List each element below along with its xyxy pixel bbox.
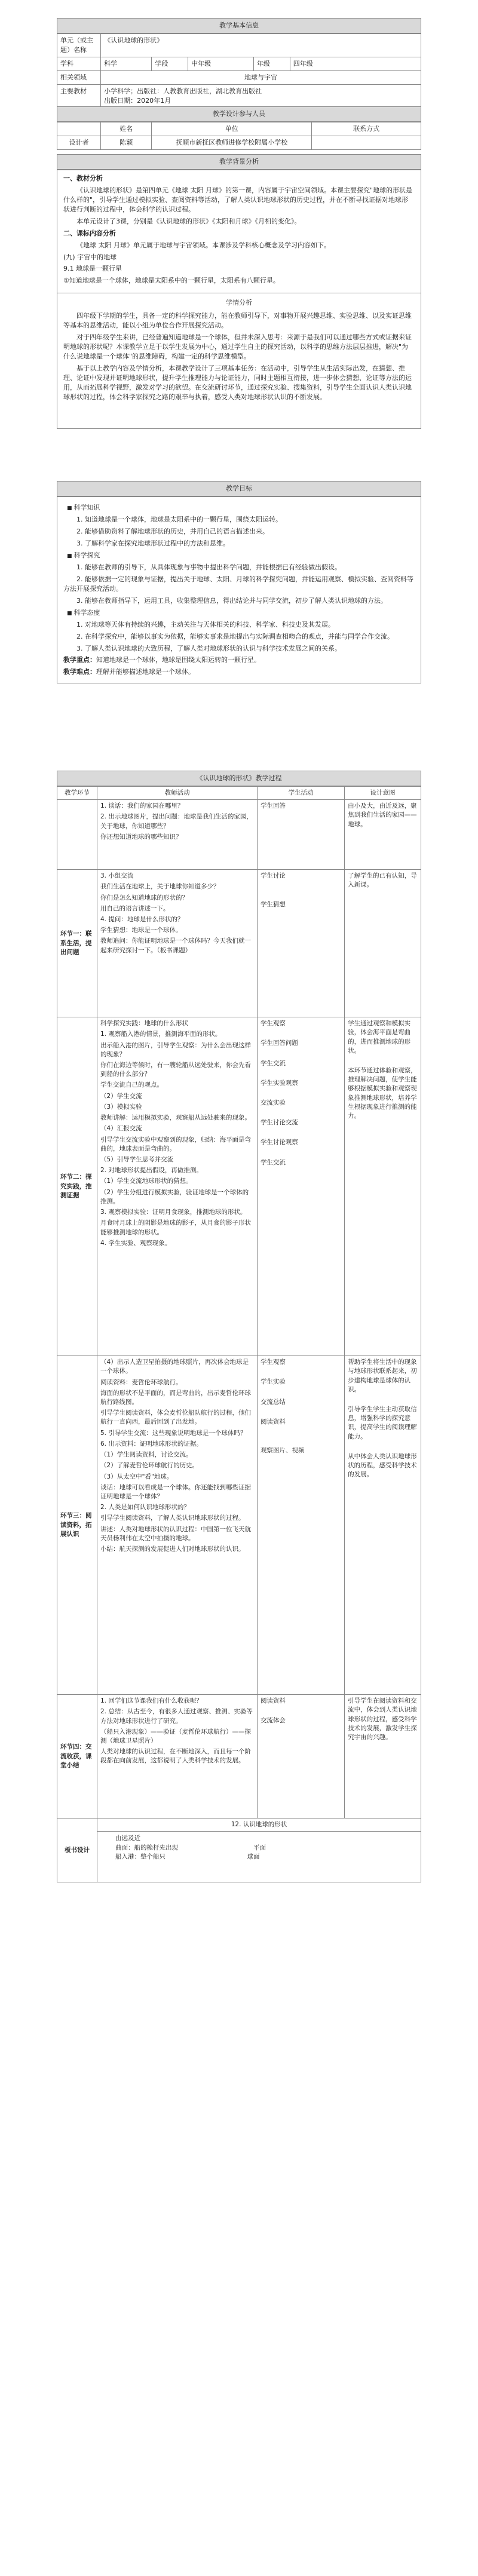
process-teacher-cell (97, 1017, 257, 1356)
process-teacher-line: 引导学生交流实验中观察到的现象，归纳：海平面是弯曲的，地球表面是弯曲的。 (100, 1136, 251, 1152)
process-teacher-line: 引导学生阅读资料，了解人类认识地球形状的过程。 (100, 1514, 245, 1522)
process-student-line (261, 1428, 341, 1436)
process-student-line (261, 1090, 341, 1097)
process-intent-line: 本环节通过体验和观察，推理解决问题，使学生能够根据模拟实验和观察现象推测地球形状，培养学生根据现象进行推测的能力。 (348, 1067, 417, 1120)
key-point (63, 655, 415, 665)
process-student-line: 交流实验 (260, 1099, 286, 1107)
section-label: 学段 (152, 57, 188, 70)
process-teacher-line: （2）学生交流 (100, 1092, 142, 1100)
process-teacher-line: 你们是怎么知道地球的形状的？ (100, 894, 188, 901)
process-student-line: 学生猜想 (260, 901, 286, 909)
process-student-line (261, 1050, 341, 1057)
process-intent-line: 由小及大，由近及远，聚焦到我们生活的家园——地球。 (348, 802, 417, 828)
board-body (97, 1832, 421, 1882)
material-line-1: 小学科学；出版社：人教教育出版社，湖北教育出版社 (104, 87, 262, 95)
process-student-line: 学生观察 (260, 1358, 286, 1366)
process-teacher-cell (97, 1695, 257, 1818)
goal-inquiry-1: 1. 能够在教师的引导下，从具体现象与事物中提出科学问题，并能根据已有经验做出假设。 (76, 563, 341, 571)
process-student-line (261, 1389, 341, 1396)
goal-knowledge-3: 3. 了解科学家在探究地球形状过程中的方法和思维。 (76, 539, 229, 547)
process-student-line: 观察图片、视频 (260, 1447, 305, 1455)
process-student-cell (257, 1017, 344, 1356)
design-title: 教学设计参与人员 (57, 106, 421, 122)
process-student-line: 交流体会 (260, 1717, 286, 1725)
process-intent-cell (345, 1017, 421, 1356)
process-teacher-line: （2）学生分组进行模拟实验，验证地球是一个球体的推测。 (100, 1188, 249, 1205)
grade-label: 年级 (253, 57, 290, 70)
board-line-1: 由远及近 (115, 1835, 140, 1842)
process-teacher-line: （4）出示人造卫星拍摄的地球照片，再次体会地球是一个球体。 (100, 1358, 249, 1375)
goal-knowledge-1: 1. 知道地球是一个球体，地球是太阳系中的一颗行星，围绕太阳运转。 (76, 515, 282, 523)
process-teacher-line: 2. 对地球形状提出假设，再做推测。 (100, 1167, 203, 1174)
process-student-line: 学生回答 (260, 802, 286, 810)
process-intent-line (348, 1396, 418, 1403)
difficult-point (63, 667, 415, 677)
process-student-line: 学生讨论 (260, 872, 286, 880)
goal-head-inquiry: ■ 科学探究 (63, 551, 415, 560)
process-teacher-line: （3）从太空中"看"地球。 (100, 1473, 173, 1480)
background-section (57, 154, 421, 429)
process-student-cell (257, 800, 344, 870)
process-teacher-cell (97, 800, 257, 870)
process-teacher-line: 4. 提问：地球是什么形状的？ (100, 916, 184, 924)
process-intent-line (348, 1057, 418, 1065)
process-student-line (261, 1369, 341, 1376)
process-student-line (261, 1109, 341, 1117)
goal-head-attitude: ■ 科学态度 (63, 608, 415, 618)
board-content (97, 1818, 421, 1882)
process-teacher-line: 1. 回学们这节课我们有什么收获呢？ (100, 1697, 203, 1705)
standard-analysis-heading: 二、课标内容分析 (63, 229, 116, 237)
process-student-line: 学生实验 (260, 1378, 286, 1386)
goals-title: 教学目标 (57, 481, 421, 496)
process-teacher-cell (97, 870, 257, 1017)
process-teacher-line: 科学探究实践：地球的什么形状 (100, 1020, 188, 1028)
process-teacher-line: 教师追问：你能证明地球是一个球体吗？今天我们就一起来研究探讨一下。（板书课题） (100, 937, 251, 954)
basic-info-section (57, 18, 421, 113)
learner-analysis-p3: 基于以上教学内容及学情分析，本课教学设计了三项基本任务：在活动中，引导学生从生活实际出发，在猜想、推理、论证中发现并证明地球形状，提升学生推理能力与论证能力，同时主题相互衔接，进一步体会猜想、论证等方法的运用，从而拓展科学视野，激发对学习的欲望。在交流研讨环节，通过探究实验、搜集资料，引导学生全面认识人类认识地球形状的过程，体会科学家探究之路的艰辛与执着，感受人类对地球形状认识的不断发展。 (63, 364, 412, 401)
designer-unit: 抚顺市新抚区教师进修学校附属小学校 (152, 136, 312, 149)
process-student-line (261, 1409, 341, 1416)
process-teacher-line: 我们生活在地球上，关于地球你知道多少？ (100, 883, 220, 891)
process-student-line: 学生讨论交流 (260, 1119, 298, 1127)
process-teacher-line: 出示船入港的图片，引导学生观察：为什么会出现这样的现象？ (100, 1041, 251, 1058)
process-teacher-line: （5）引导学生思考并交流 (100, 1156, 174, 1163)
subject-value: 科学 (101, 57, 152, 70)
design-header-name: 姓名 (101, 122, 152, 136)
textbook-analysis-p2: 本单元设计了3课，分别是《认识地球的形状》《太阳和月球》《月相的变化》。 (76, 217, 301, 225)
process-row (57, 870, 421, 1017)
process-header-stage: 教学环节 (57, 786, 97, 799)
process-student-line (261, 882, 341, 890)
process-teacher-line: 月食时月球上的阴影是地球的影子，从月食的影子形状能够推测地球的形状。 (100, 1219, 251, 1236)
process-rows (57, 800, 421, 1818)
process-teacher-line: （4）汇报交流 (100, 1125, 142, 1133)
process-title: 《认识地球的形状》教学过程 (57, 771, 421, 786)
process-stage: 环节三：阅读资料，拓展认识 (57, 1356, 97, 1695)
process-teacher-line: 学生交流自己的观点。 (100, 1081, 163, 1089)
key-point-label: 教学重点： (63, 656, 96, 664)
process-student-line (261, 1437, 341, 1445)
designer-contact (312, 136, 421, 149)
process-row (57, 800, 421, 870)
process-intent-line: 了解学生的已有认知，导入新课。 (348, 872, 417, 889)
design-table (57, 122, 421, 150)
goals-content (57, 496, 421, 683)
process-student-line: 学生实验观察 (260, 1079, 298, 1087)
process-section (57, 771, 421, 1882)
process-teacher-line: 谈话：地球可以看成是一个球体。你还能找到哪些证据证明地球是一个球体？ (100, 1483, 251, 1500)
unit-value: 《认识地球的形状》 (101, 33, 421, 57)
basic-info-table (57, 33, 421, 113)
process-intent-cell (345, 870, 421, 1017)
process-intent-cell (345, 800, 421, 870)
process-student-line: 学生交流 (260, 1059, 286, 1067)
process-teacher-line: （2）了解麦哲伦环球航行的历史。 (100, 1462, 199, 1470)
design-role: 设计者 (57, 136, 101, 149)
standard-item-2: 9.1 地球是一颗行星 (63, 265, 122, 273)
process-stage: 环节四：交流收获，课堂小结 (57, 1695, 97, 1818)
process-student-line (261, 1707, 341, 1715)
process-student-line (261, 1129, 341, 1136)
goal-attitude-3: 3. 了解人类认识地球的大致历程，了解人类对地球形状的认识与科学技术发展之间的关系。 (76, 644, 341, 652)
process-intent-line: 从中体会人类认识地球形状的历程，感受科学技术的发展。 (348, 1452, 417, 1479)
process-student-line: 学生交流 (260, 1158, 286, 1166)
goal-attitude-2: 2. 在科学探究中，能够以事实为依据，能够实事求是地提出与实际调查相吻合的观点，并能与同学合作交流。 (76, 632, 394, 640)
standard-item-1: (九) 宇宙中的地球 (63, 253, 117, 261)
process-student-line (261, 891, 341, 898)
process-teacher-line: 用自己的语言讲述一下。 (100, 904, 170, 912)
process-teacher-cell (97, 1356, 257, 1695)
learner-analysis-p1: 四年级下学期的学生，具备一定的科学探究能力，能在教师引导下，对事物开展兴趣思维、实验思维、以及实证思维等基本的思维活动，能以小组为单位合作开展探究活动。 (63, 312, 412, 330)
section-value: 中年级 (188, 57, 254, 70)
grade-value: 四年级 (290, 57, 421, 70)
board-title: 12. 认识地球的形状 (97, 1818, 421, 1832)
goal-head-knowledge: ■ 科学知识 (63, 503, 415, 513)
process-teacher-line: 1. 谈话：我们的家园在哪里？ (100, 802, 184, 810)
process-teacher-line: 讲述：人类对地球形状的认识过程：中国第一位飞天航天员杨利伟在太空中拍摄的地球。 (100, 1525, 251, 1542)
process-intent-line: 学生通过观察和模拟实验，体会海平面是弯曲的，进而推测地球的形状。 (348, 1020, 411, 1054)
process-teacher-line: 你们在海边等候时，有一艘轮船从远处驶来，你会先看到船的什么部分？ (100, 1062, 251, 1078)
process-row (57, 1695, 421, 1818)
process-teacher-line: 2. 人类是如何认识地球形状的？ (100, 1504, 190, 1511)
process-intent-cell (345, 1356, 421, 1695)
process-teacher-line: 3. 观察模拟实验：证明月食现象，推测地球的形状。 (100, 1209, 247, 1216)
difficult-point-value: 理解并能够描述地球是一个球体。 (96, 668, 195, 676)
field-value: 地球与宇宙 (101, 70, 421, 84)
background-title: 教学背景分析 (57, 154, 421, 170)
process-intent-line (348, 1443, 418, 1450)
process-teacher-line: 2. 总结：从古至今，有很多人通过观察、推测、实验等方法对地球形状进行了研究。 (100, 1708, 253, 1725)
material-label: 主要教材 (57, 84, 101, 112)
process-teacher-line: 你还想知道地球的哪些知识？ (100, 833, 182, 841)
process-stage (57, 800, 97, 870)
unit-label: 单元（或主题）名称 (57, 33, 101, 57)
goals-section (57, 481, 421, 683)
goal-attitude-1: 1. 对地球等天体有持续的兴趣，主动关注与天体相关的科技、科学家、科技史及其发展。 (76, 620, 335, 628)
goal-inquiry-3: 3. 能够在教师指导下，运用工具，收集整理信息，得出结论并与同学交流，初步了解人类认识地球的方法。 (76, 596, 387, 605)
process-student-line: 交流总结 (260, 1398, 286, 1406)
process-teacher-line: （1）学生交流地球形状的猜想。 (100, 1177, 192, 1185)
standard-analysis-p: 《地球 太阳 月球》单元属于地球与宇宙领域。本课涉及学科核心概念及学习内容如下。 (76, 241, 330, 249)
process-student-line: 阅读资料 (260, 1697, 286, 1705)
learner-analysis-heading: 学情分析 (226, 299, 252, 307)
goal-knowledge-2: 2. 能够借助资料了解地球形状的历史，并用自己的语言描述出来。 (76, 527, 269, 535)
process-student-line: 学生观察 (260, 1020, 286, 1028)
process-teacher-line: （1）学生阅读资料，讨论交流。 (100, 1451, 192, 1459)
process-row (57, 1017, 421, 1356)
designer-name: 陈颖 (101, 136, 152, 149)
subject-label: 学科 (57, 57, 101, 70)
process-teacher-line: 6. 出示资料：证明地球形状的证据。 (100, 1440, 203, 1448)
process-intent-line: 帮助学生将生活中的现象与地球形状联系起来，初步建构地球是球体的认识。 (348, 1358, 417, 1393)
difficult-point-label: 教学难点： (63, 668, 96, 676)
process-teacher-line: 教师讲解：运用模拟实验，观察船从远处驶来的现象。 (100, 1114, 251, 1122)
process-row (57, 1356, 421, 1695)
process-teacher-line: 阅读资料：麦哲伦环球航行。 (100, 1378, 182, 1386)
key-point-value: 知道地球是一个球体，地球是围绕太阳运转的一颗行星。 (96, 656, 261, 664)
process-student-line (261, 1070, 341, 1077)
process-student-cell (257, 1695, 344, 1818)
process-intent-line: 引导学生学生主动获取信息，增强科学的探究意识，提高学生的阅读理解能力。 (348, 1406, 417, 1440)
process-stage: 环节一：联系生活，提出问题 (57, 870, 97, 1017)
goal-inquiry-2: 2. 能够依据一定的现象与证据，提出关于地球、太阳、月球的科学探究问题，并能运用观察、模拟实验、查阅资料等方法开展探究活动。 (63, 575, 413, 593)
board-label: 板书设计 (57, 1818, 97, 1882)
background-content (57, 170, 421, 429)
design-header-unit: 单位 (152, 122, 312, 136)
process-stage: 环节二：探究实践，推测证据 (57, 1017, 97, 1356)
basic-info-title: 教学基本信息 (57, 18, 421, 33)
process-intent-cell (345, 1695, 421, 1818)
standard-item-3: ①知道地球是一个球体，地球是太阳系中的一颗行星，太阳系有八颗行星。 (63, 277, 280, 285)
process-teacher-line: 引导学生阅读资料，体会麦哲伦船队航行的过程，他们航行一直向西，最后回到了出发地。 (100, 1409, 251, 1426)
process-teacher-line: （3）模拟实验 (100, 1103, 142, 1111)
process-teacher-line: 5. 引导学生交流：这些现象说明地球是一个球体吗？ (100, 1429, 247, 1437)
process-teacher-line: 人类对地球的认识过程，在不断地深入，而且每一个阶段都在向前发展，这都说明了人类科学技术的发展。 (100, 1748, 251, 1765)
process-teacher-line: 小结：航天探测的发展促进人们对地球形状的认识。 (100, 1545, 245, 1553)
process-student-line: 学生回答问题 (260, 1039, 298, 1047)
process-teacher-line: 1. 观察船入港的情景，推测海平面的形状。 (100, 1031, 222, 1038)
process-student-line: 学生讨论观察 (260, 1139, 298, 1146)
design-section (57, 106, 421, 150)
material-line-2: 出版日期：2020年1月 (104, 96, 171, 105)
textbook-analysis-p1: 《认识地球的形状》是第四单元《地球 太阳 月球》的第一课，内容属于宇宙空间领域。本课主要探究"地球的形状是什么样的"，引导学生通过模拟实验、查阅资料等活动，了解人类认识地球形状的历史过程，并在不断寻找证据对地球形状进行判断的过程中，体会科学的认识过程。 (63, 186, 413, 213)
textbook-analysis-heading: 一、教材分析 (63, 174, 103, 182)
process-student-line: 阅读资料 (260, 1418, 286, 1425)
process-student-cell (257, 870, 344, 1017)
process-table (57, 786, 421, 1882)
process-student-line (261, 1149, 341, 1157)
process-student-line (261, 1030, 341, 1037)
process-header-student: 学生活动 (257, 786, 344, 799)
process-header-intent: 设计意图 (345, 786, 421, 799)
board-line-2: 曲面：船的桅杆先出现 平面 (115, 1844, 266, 1851)
design-header-contact: 联系方式 (312, 122, 421, 136)
board-line-3: 船入港：整个船只 球面 (115, 1853, 260, 1860)
process-teacher-line: 海面的形状不是平面的，而是弯曲的，出示麦哲伦环球航行路线图。 (100, 1389, 251, 1406)
process-student-cell (257, 1356, 344, 1695)
process-teacher-line: （船只入港现象）——验证（麦哲伦环球航行）——探测（地球卫星照片） (100, 1728, 251, 1745)
process-intent-line: 引导学生在阅读资料和交流中，体会到人类认识地球形状的过程，感受科学技术的发展，激发学生探究宇宙的兴趣。 (348, 1697, 417, 1741)
learner-analysis-p2: 对于四年级学生来讲，已经普遍知道地球是一个球体，但并未深入思考：来源于是我们可以通过哪些方式或证据来证明地球的形状呢？本课教学立足于以学生发展为中心，通过学生自主的探究活动，以科学的思维方法层层推进，解决"为什么说地球是一个球体"的思维障碍，构建一定的科学思维模型。 (63, 333, 412, 360)
process-teacher-line: 学生猜想：地球是一个球体。 (100, 927, 182, 934)
process-teacher-line: 4. 学生实验、观察现象。 (100, 1239, 171, 1247)
process-header-teacher: 教师活动 (97, 786, 257, 799)
process-teacher-line: 2. 出示地球图片，提出问题：地球是我们生活的家园，关于地球，你知道哪些？ (100, 813, 253, 830)
field-label: 相关领域 (57, 70, 101, 84)
process-teacher-line: 3. 小组交流 (100, 872, 134, 880)
